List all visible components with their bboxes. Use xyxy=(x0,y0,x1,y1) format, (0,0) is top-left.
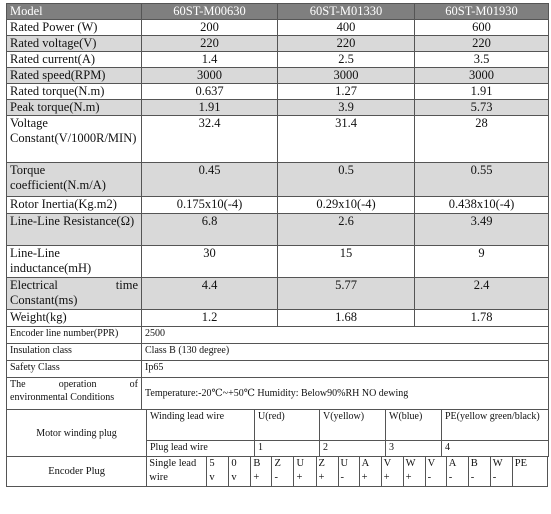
spec-value: 600 xyxy=(415,20,549,36)
spec-value: 1.91 xyxy=(415,84,549,100)
spec-value: 1.4 xyxy=(142,52,278,68)
spec-label: Rated current(A) xyxy=(7,52,142,68)
winding-row xyxy=(7,410,549,441)
info-value: Temperature:-20℃~+50℃ Humidity: Below90%RH NO dewing xyxy=(142,378,549,410)
spec-value: 0.55 xyxy=(415,163,549,197)
spec-label: Line-Line inductance(mH) xyxy=(7,246,142,278)
encoder-pin-name: Z xyxy=(274,458,281,469)
spec-label: Rated speed(RPM) xyxy=(7,68,142,84)
info-label: The operation of environmental Conditions xyxy=(7,378,142,410)
spec-row xyxy=(7,100,549,116)
spec-label: Weight(kg) xyxy=(7,310,142,327)
encoder-pin xyxy=(425,457,446,487)
spec-row xyxy=(7,310,549,327)
spec-label: Line-Line Resistance(Ω) xyxy=(7,214,142,246)
spec-value: 220 xyxy=(415,36,549,52)
header-model-1: 60ST-M00630 xyxy=(142,4,278,20)
encoder-pin-name: V xyxy=(383,458,392,469)
spec-label: Rated voltage(V) xyxy=(7,36,142,52)
winding-v: V(yellow) xyxy=(320,410,386,441)
spec-value: 28 xyxy=(415,116,549,163)
header-model-2: 60ST-M01330 xyxy=(278,4,415,20)
spec-value: 1.68 xyxy=(278,310,415,327)
winding-label: Winding lead wire xyxy=(147,410,255,441)
plug-3: 3 xyxy=(386,441,442,457)
spec-value: 0.5 xyxy=(278,163,415,197)
spec-row xyxy=(7,84,549,100)
spec-value: 1.91 xyxy=(142,100,278,116)
spec-value: 3000 xyxy=(278,68,415,84)
info-row xyxy=(7,344,549,361)
plug-2: 2 xyxy=(320,441,386,457)
encoder-pin-name: A xyxy=(448,458,457,469)
encoder-pin-name: B xyxy=(253,458,261,469)
encoder-pin xyxy=(272,457,294,487)
encoder-pin-polarity: + xyxy=(318,472,325,483)
encoder-pin xyxy=(468,457,490,487)
encoder-pin-name: W xyxy=(405,458,416,469)
encoder-pin-name: 5 xyxy=(209,458,215,469)
spec-row xyxy=(7,246,549,278)
spec-value: 1.78 xyxy=(415,310,549,327)
spec-value: 3000 xyxy=(142,68,278,84)
spec-value: 3.49 xyxy=(415,214,549,246)
spec-label: Voltage Constant(V/1000R/MIN) xyxy=(7,116,142,163)
spec-row xyxy=(7,214,549,246)
spec-value: 0.637 xyxy=(142,84,278,100)
spec-value: 0.29x10(-4) xyxy=(278,197,415,214)
spec-sheet xyxy=(6,3,548,487)
spec-value: 0.45 xyxy=(142,163,278,197)
spec-value: 220 xyxy=(278,36,415,52)
spec-row xyxy=(7,36,549,52)
spec-label: Peak torque(N.m) xyxy=(7,100,142,116)
encoder-pin-name: PE xyxy=(514,458,528,469)
encoder-pin-polarity: - xyxy=(492,472,497,483)
encoder-pin xyxy=(381,457,403,487)
encoder-pin xyxy=(490,457,512,487)
encoder-pin xyxy=(294,457,316,487)
spec-value: 0.175x10(-4) xyxy=(142,197,278,214)
encoder-pin-polarity: + xyxy=(296,472,303,483)
info-label: Insulation class xyxy=(7,344,142,361)
spec-label: Rotor Inertia(Kg.m2) xyxy=(7,197,142,214)
spec-row xyxy=(7,68,549,84)
spec-value: 3.5 xyxy=(415,52,549,68)
encoder-pin-name: B xyxy=(470,458,478,469)
spec-value: 0.438x10(-4) xyxy=(415,197,549,214)
encoder-pin xyxy=(403,457,425,487)
spec-row xyxy=(7,278,549,310)
encoder-pin-name: 0 xyxy=(231,458,237,469)
header-row xyxy=(7,4,549,20)
encoder-pin-polarity: + xyxy=(383,472,390,483)
spec-value: 3000 xyxy=(415,68,549,84)
spec-value: 32.4 xyxy=(142,116,278,163)
info-value: 2500 xyxy=(142,327,549,344)
spec-value: 2.6 xyxy=(278,214,415,246)
encoder-pin xyxy=(338,457,359,487)
spec-value: 2.4 xyxy=(415,278,549,310)
spec-row xyxy=(7,163,549,197)
encoder-pin-polarity: - xyxy=(274,472,278,483)
info-label: Encoder line number(PPR) xyxy=(7,327,142,344)
encoder-pin-polarity: v xyxy=(231,472,237,483)
spec-value: 4.4 xyxy=(142,278,278,310)
motor-plug-label: Motor winding plug xyxy=(7,410,147,457)
spec-value: 15 xyxy=(278,246,415,278)
spec-row xyxy=(7,52,549,68)
spec-value: 30 xyxy=(142,246,278,278)
spec-table xyxy=(6,3,549,327)
spec-value: 31.4 xyxy=(278,116,415,163)
encoder-pin-name: A xyxy=(361,458,370,469)
encoder-pin-polarity: + xyxy=(361,472,368,483)
info-value: Ip65 xyxy=(142,361,549,378)
spec-value: 3.9 xyxy=(278,100,415,116)
encoder-pin-polarity: v xyxy=(209,472,215,483)
encoder-lead-label: Single lead wire xyxy=(147,457,207,487)
info-table xyxy=(6,326,549,410)
encoder-pin xyxy=(359,457,381,487)
encoder-pin-name: V xyxy=(427,458,436,469)
plug-4: 4 xyxy=(442,441,549,457)
encoder-pin-name: U xyxy=(296,458,305,469)
spec-row xyxy=(7,197,549,214)
spec-value: 5.73 xyxy=(415,100,549,116)
spec-value: 200 xyxy=(142,20,278,36)
encoder-pin-polarity: - xyxy=(470,472,475,483)
header-model-3: 60ST-M01930 xyxy=(415,4,549,20)
info-row xyxy=(7,378,549,410)
encoder-pin xyxy=(446,457,468,487)
encoder-pin-polarity: - xyxy=(448,472,453,483)
spec-value: 220 xyxy=(142,36,278,52)
encoder-pin-polarity: - xyxy=(340,472,345,483)
encoder-pin-name: W xyxy=(492,458,503,469)
info-row xyxy=(7,327,549,344)
spec-value: 1.27 xyxy=(278,84,415,100)
encoder-row xyxy=(7,457,548,487)
encoder-pin-name: Z xyxy=(318,458,325,469)
spec-value: 2.5 xyxy=(278,52,415,68)
spec-value: 9 xyxy=(415,246,549,278)
spec-value: 1.2 xyxy=(142,310,278,327)
header-model: Model xyxy=(7,4,142,20)
spec-value: 400 xyxy=(278,20,415,36)
encoder-plug-table xyxy=(6,456,548,487)
spec-label: Rated torque(N.m) xyxy=(7,84,142,100)
encoder-pin-polarity: - xyxy=(427,472,432,483)
spec-value: 5.77 xyxy=(278,278,415,310)
info-row xyxy=(7,361,549,378)
encoder-pin xyxy=(316,457,338,487)
info-value: Class B (130 degree) xyxy=(142,344,549,361)
motor-plug-table xyxy=(6,409,549,457)
spec-value: 6.8 xyxy=(142,214,278,246)
encoder-plug-label: Encoder Plug xyxy=(7,457,147,487)
spec-row xyxy=(7,116,549,163)
spec-label: Torque coefficient(N.m/A) xyxy=(7,163,142,197)
encoder-pin xyxy=(207,457,229,487)
encoder-pin xyxy=(229,457,251,487)
encoder-pin-name: U xyxy=(340,458,349,469)
spec-row xyxy=(7,20,549,36)
encoder-pin xyxy=(251,457,272,487)
encoder-pin-polarity: + xyxy=(405,472,412,483)
spec-label: Electrical time Constant(ms) xyxy=(7,278,142,310)
winding-w: W(blue) xyxy=(386,410,442,441)
plug-1: 1 xyxy=(255,441,320,457)
encoder-pin xyxy=(512,457,547,487)
winding-pe: PE(yellow green/black) xyxy=(442,410,549,441)
winding-u: U(red) xyxy=(255,410,320,441)
spec-label: Rated Power (W) xyxy=(7,20,142,36)
encoder-pin-polarity: + xyxy=(253,472,260,483)
info-label: Safety Class xyxy=(7,361,142,378)
plug-label: Plug lead wire xyxy=(147,441,255,457)
